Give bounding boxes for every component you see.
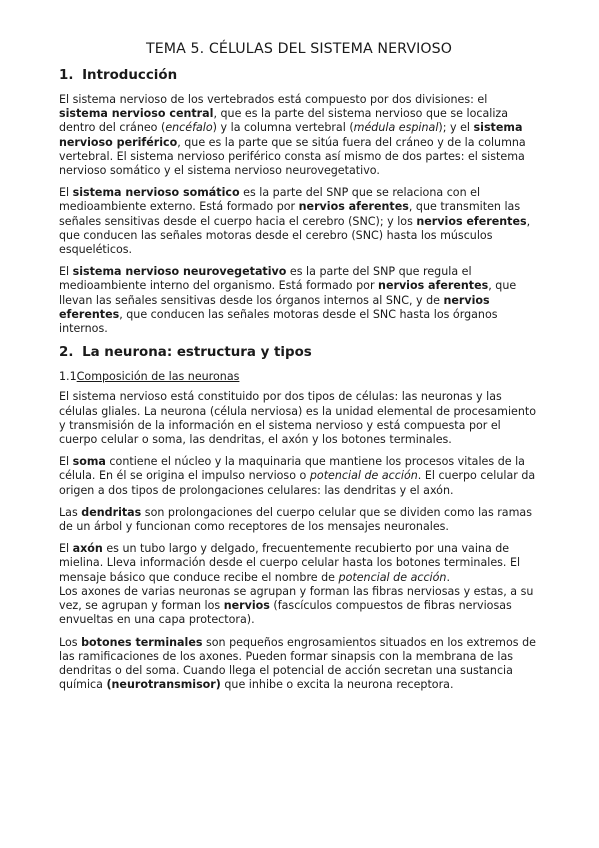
- text-run: contiene el núcleo y la maquinaria que mantiene los procesos vitales de la célula. En él se origina el impulso nervioso o: [59, 455, 525, 483]
- section-1-number: 1.: [59, 68, 74, 83]
- term-somatico: sistema nervioso somático: [72, 186, 240, 200]
- text-run: , que conducen las señales motoras desde el cerebro (SNC) hasta los músculos esqueléticos.: [59, 214, 531, 257]
- text-run: . El cuerpo celular da origen a dos tipos de prolongaciones celulares: las dendritas y el axón.: [59, 469, 536, 497]
- subsection-number: 1.1: [59, 370, 77, 384]
- text-run: , que es la parte del sistema nervioso que se localiza dentro del cráneo (: [59, 107, 509, 135]
- neuron-paragraph-1: El sistema nervioso está constituido por dos tipos de células: las neuronas y las células gliales. La neurona (célula nerviosa) es la unidad elemental de procesamiento y transmisión de la información en el sistema nervioso y está compuesta por el cuerpo celular o soma, las dendritas, el axón y los botones terminales.: [59, 390, 537, 447]
- text-run: son pequeños engrosamientos situados en los extremos de las ramificaciones de los axones. Pueden formar sinapsis con la membrana de las dendritas o del soma. Cuando llega el potencial de acción secretan una sustancia química: [59, 635, 536, 692]
- neuron-paragraph-soma: [59, 455, 539, 498]
- text-run: es la parte del SNP que se relaciona con el medioambiente externo. Está formado por: [59, 186, 481, 214]
- term-snc: sistema nervioso central: [59, 107, 214, 121]
- neuron-paragraph-axon: [59, 542, 539, 585]
- neuron-paragraph-nervios: [59, 585, 539, 628]
- term-potencial-accion: potencial de acción: [338, 570, 447, 584]
- intro-paragraph-1: [59, 93, 539, 178]
- document-title: TEMA 5. CÉLULAS DEL SISTEMA NERVIOSO: [145, 41, 453, 57]
- section-2-number: 2.: [59, 345, 74, 361]
- text-run: El: [59, 265, 73, 279]
- text-run: es la parte del SNP que regula el medioambiente interno del organismo. Está formado por: [59, 265, 472, 293]
- term-nervios: nervios: [223, 599, 270, 613]
- term-axon: axón: [72, 542, 103, 556]
- text-run: ) y la columna vertebral (: [212, 121, 354, 135]
- section-1-title: Introducción: [82, 68, 178, 83]
- term-dendritas: dendritas: [81, 505, 142, 519]
- section-2-heading: [59, 344, 539, 361]
- subsection-1-1-heading: [59, 370, 539, 384]
- subsection-title: Composición de las neuronas: [76, 370, 240, 384]
- text-run: El: [59, 542, 73, 556]
- section-2-title: La neurona: estructura y tipos: [82, 345, 312, 361]
- term-potencial-accion: potencial de acción: [309, 469, 418, 483]
- text-run: que inhibe o excita la neurona receptora.: [220, 678, 454, 692]
- term-botones-terminales: botones terminales: [81, 635, 203, 649]
- term-neurovegetativo: sistema nervioso neurovegetativo: [72, 265, 287, 279]
- text-run: son prolongaciones del cuerpo celular que se dividen como las ramas de un árbol y funcionan como receptores de los mensajes neuronales.: [59, 505, 532, 534]
- intro-paragraph-3: [59, 265, 539, 336]
- term-medula: médula espinal: [353, 121, 439, 135]
- text-run: ); y el: [438, 121, 474, 135]
- term-soma: soma: [72, 455, 106, 469]
- text-run: es un tubo largo y delgado, frecuentemente recubierto por una vaina de mielina. Lleva información desde el cuerpo celular hasta los botones terminales. El mensaje básico que conduce recibe el nombre de: [59, 542, 521, 584]
- text-run: El: [59, 455, 73, 469]
- text-run: (fascículos compuestos de fibras nerviosas envueltas en una capa protectora).: [59, 599, 512, 627]
- term-eferentes: nervios eferentes: [416, 214, 527, 228]
- term-eferentes: nervios eferentes: [59, 293, 490, 321]
- text-run: El: [59, 186, 73, 200]
- term-aferentes: nervios aferentes: [378, 279, 489, 293]
- term-encefalo: encéfalo: [165, 121, 213, 135]
- text-run: Los: [59, 635, 82, 649]
- text-run: Las: [59, 505, 82, 519]
- intro-paragraph-2: [59, 186, 539, 257]
- term-aferentes: nervios aferentes: [298, 200, 409, 214]
- term-snp: sistema nervioso periférico: [59, 121, 523, 149]
- text-run: , que transmiten las señales sensitivas desde el cuerpo hacia el cerebro (SNC); y los: [59, 200, 521, 228]
- text-run: El sistema nervioso de los vertebrados está compuesto por dos divisiones: el: [59, 93, 488, 106]
- text-run: , que llevan las señales sensitivas desde los órganos internos al SNC, y de: [59, 279, 517, 307]
- neuron-paragraph-botones: [59, 636, 539, 693]
- text-run: , que es la parte que se sitúa fuera del cráneo y de la columna vertebral. El sistema nervioso periférico consta así mismo de dos partes: el sistema nervioso somático y el sistema nervioso neurovegetativo.: [59, 135, 526, 178]
- text-run: .: [446, 570, 450, 584]
- neuron-paragraph-dendritas: [59, 506, 539, 534]
- term-neurotransmisor: (neurotransmisor): [106, 678, 221, 692]
- section-1-heading: [59, 67, 539, 84]
- text-run: Los axones de varias neuronas se agrupan y forman las fibras nerviosas y estas, a su vez, se agrupan y forman los: [59, 584, 534, 613]
- text-run: , que conducen las señales motoras desde el SNC hasta los órganos internos.: [59, 307, 498, 336]
